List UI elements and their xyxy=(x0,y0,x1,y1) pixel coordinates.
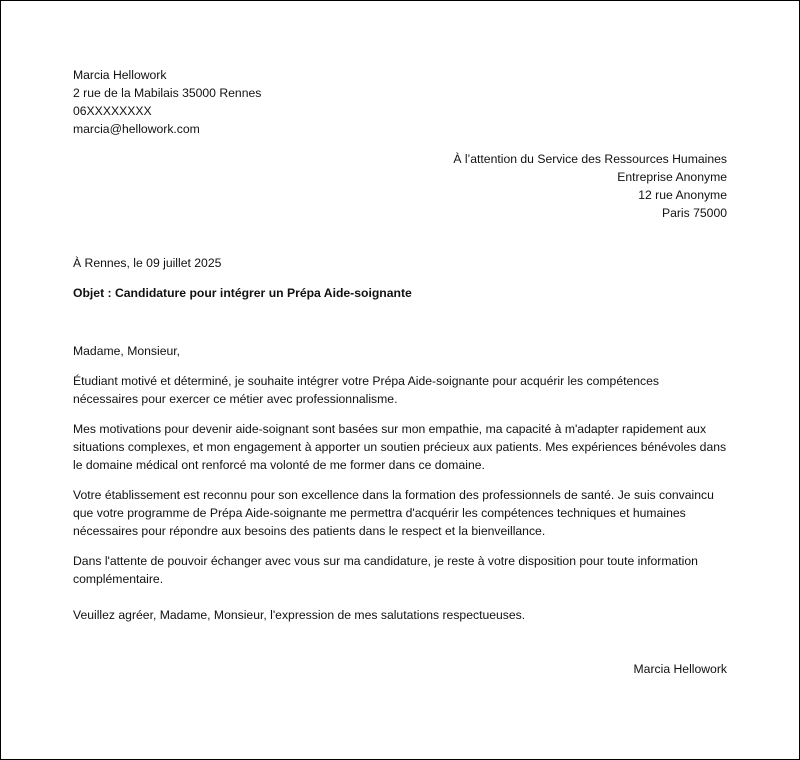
sender-address: 2 rue de la Mabilais 35000 Rennes xyxy=(73,86,262,100)
date-line: À Rennes, le 09 juillet 2025 xyxy=(73,256,222,270)
closing-formula: Veuillez agréer, Madame, Monsieur, l'expression de mes salutations respectueuses. xyxy=(73,608,526,622)
letter-content xyxy=(73,66,727,678)
sender-email: marcia@hellowork.com xyxy=(73,122,200,136)
recipient-company: Entreprise Anonyme xyxy=(617,170,727,184)
recipient-attention: À l’attention du Service des Ressources Humaines xyxy=(453,152,727,166)
signature: Marcia Hellowork xyxy=(633,662,727,676)
sender-phone: 06XXXXXXXX xyxy=(73,104,152,118)
sender-block xyxy=(73,66,727,138)
subject-line: Objet : Candidature pour intégrer un Prépa Aide-soignante xyxy=(73,286,412,300)
recipient-city: Paris 75000 xyxy=(661,206,727,220)
body-paragraph: Mes motivations pour devenir aide-soignant sont basées sur mon empathie, ma capacité à m'adapter rapidement aux situations complexes, et mon engagement à apporter un soutien précieux aux patients. Mes expériences bénévoles dans le domaine médical ont renforcé ma volonté de me former dans ce domaine. xyxy=(73,422,727,472)
body-paragraph: Dans l'attente de pouvoir échanger avec vous sur ma candidature, je reste à votre disposition pour toute information complémentaire. xyxy=(73,554,698,586)
sender-name: Marcia Hellowork xyxy=(73,68,167,82)
body-paragraph: Votre établissement est reconnu pour son excellence dans la formation des professionnels de santé. Je suis convaincu que votre programme de Prépa Aide-soignante me permettra d'acquérir les compétences techniques et humaines nécessaires pour répondre aux besoins des patients dans le respect et la bienveillance. xyxy=(73,488,714,538)
recipient-street: 12 rue Anonyme xyxy=(638,188,727,202)
recipient-block xyxy=(73,150,727,222)
body-paragraph: Étudiant motivé et déterminé, je souhaite intégrer votre Prépa Aide-soignante pour acquérir les compétences nécessaires pour exercer ce métier avec professionnalisme. xyxy=(73,374,660,406)
salutation: Madame, Monsieur, xyxy=(73,344,181,358)
